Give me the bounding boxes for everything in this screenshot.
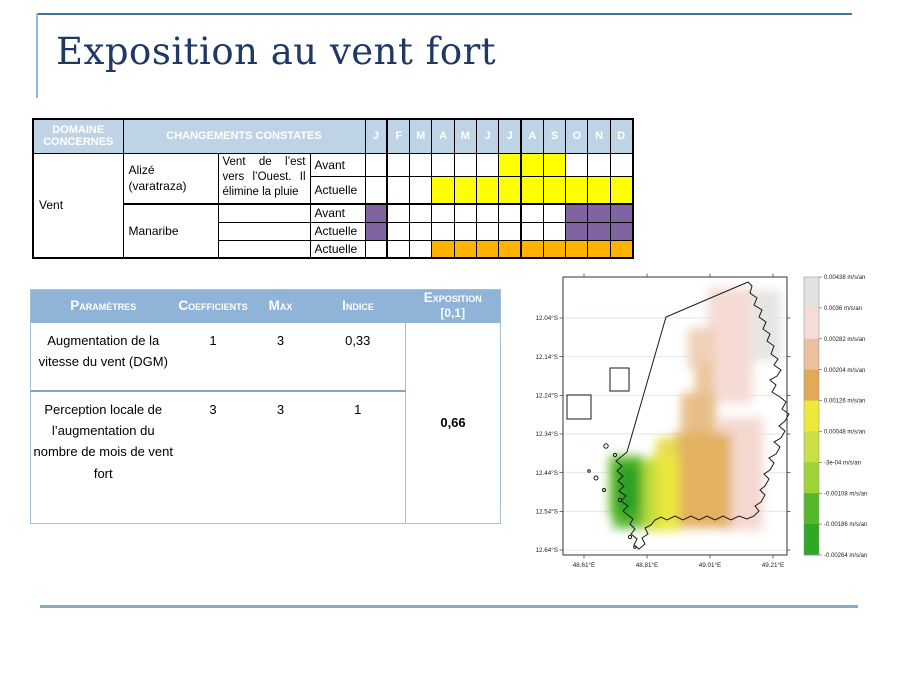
header-coefficients: Coefficients [176, 290, 251, 323]
cell-domaine: Vent [33, 153, 123, 258]
legend-segment [804, 277, 819, 308]
month-header-6: J [477, 119, 499, 153]
legend-label: 0.00048 m/s/an [824, 429, 866, 436]
cell-description: Vent de l’est vers l’Ouest. Il élimine la pluie [218, 153, 310, 204]
table-row [33, 204, 633, 222]
month-cell-active [588, 240, 610, 258]
month-header-9: S [543, 119, 565, 153]
legend-segment [804, 524, 819, 555]
header-domaine: DOMAINE CONCERNES [33, 119, 123, 153]
legend-label: -3e-04 m/s/an [824, 460, 862, 467]
legend-segment [804, 431, 819, 462]
cell-max: 3 [276, 401, 285, 417]
y-tick-label: 12.64°S [535, 547, 558, 555]
month-header-2: F [387, 119, 409, 153]
legend-label: -0.00108 m/s/an [824, 491, 868, 498]
month-cell-active [499, 176, 521, 204]
table-row [33, 153, 633, 176]
month-cell-active [588, 222, 610, 240]
header-indice: Indice [311, 290, 406, 323]
month-cell [454, 222, 476, 240]
cell-group-manaribe: Manaribe [123, 204, 218, 258]
map-svg [523, 268, 898, 573]
cell-coefficient: 1 [176, 323, 251, 391]
month-cell-active [610, 222, 632, 240]
legend-segment [804, 308, 819, 339]
islet [603, 489, 606, 492]
month-cell [410, 153, 432, 176]
cell-indice: 1 [354, 401, 362, 417]
cell-description-empty [218, 222, 310, 240]
month-cell-active [543, 153, 565, 176]
month-header-3: M [410, 119, 432, 153]
month-cell-active [454, 176, 476, 204]
legend-label: 0.00204 m/s/an [824, 367, 866, 374]
month-cell-active [499, 153, 521, 176]
month-cell [477, 153, 499, 176]
month-cell [477, 204, 499, 222]
legend-segment [804, 370, 819, 401]
parameters-header-row [31, 290, 501, 323]
month-cell-active [365, 222, 387, 240]
cell-period: Actuelle [310, 240, 365, 258]
legend-label: 0.0036 m/s/an [824, 305, 863, 312]
map-legend [804, 275, 867, 559]
month-cell [432, 222, 454, 240]
month-cell-active [588, 176, 610, 204]
legend-label: 0.00126 m/s/an [824, 398, 866, 405]
cell-parametre: Augmentation de la vitesse du vent (DGM) [31, 323, 176, 391]
month-cell-active [610, 240, 632, 258]
map-inset-box [610, 368, 629, 391]
month-header-1: J [365, 119, 387, 153]
month-cell-active [610, 204, 632, 222]
legend-segment [804, 462, 819, 493]
months-table-header-row [33, 119, 633, 153]
islet [634, 546, 637, 549]
month-cell-active [566, 204, 588, 222]
cell-exposition-value: 0,66 [406, 323, 501, 524]
header-exposition [406, 290, 501, 323]
cell-description-empty [218, 204, 310, 222]
cell-indice: 0,33 [311, 323, 406, 391]
cell-group-alize: Alizé (varatraza) [123, 153, 218, 204]
legend-segment [804, 339, 819, 370]
month-cell [387, 153, 409, 176]
month-cell [387, 240, 409, 258]
legend-label: 0.00282 m/s/an [824, 336, 866, 343]
month-cell [566, 153, 588, 176]
islet [594, 476, 598, 480]
y-tick-label: 12.24°S [535, 392, 558, 400]
month-cell-active [454, 240, 476, 258]
month-header-4: A [432, 119, 454, 153]
month-header-8: A [521, 119, 543, 153]
cell-period: Actuelle [310, 222, 365, 240]
month-cell [588, 153, 610, 176]
map-color-field [609, 288, 781, 531]
month-cell [543, 204, 565, 222]
month-cell [387, 204, 409, 222]
month-cell [387, 222, 409, 240]
y-tick-label: 12.54°S [535, 508, 558, 516]
month-cell-active [610, 176, 632, 204]
month-cell [432, 204, 454, 222]
legend-label: -0.00264 m/s/an [824, 553, 868, 560]
month-cell [499, 222, 521, 240]
month-cell [454, 153, 476, 176]
cell-max: 3 [251, 323, 311, 391]
month-cell [365, 240, 387, 258]
map-inset-box [567, 395, 591, 419]
month-cell [410, 222, 432, 240]
legend-label: -0.00186 m/s/an [824, 522, 868, 529]
header-exposition-label: Exposition [423, 290, 482, 306]
month-cell [365, 176, 387, 204]
month-cell [499, 204, 521, 222]
cell-period: Actuelle [310, 176, 365, 204]
month-cell-active [588, 204, 610, 222]
month-cell-active [543, 176, 565, 204]
month-cell [454, 204, 476, 222]
month-cell-active [566, 222, 588, 240]
cell-parametre: Perception locale de l’augmentation du nombre de mois de vent fort [33, 401, 173, 481]
month-header-11: N [588, 119, 610, 153]
cell-period: Avant [310, 153, 365, 176]
cell-period: Avant [310, 204, 365, 222]
title-left-rule [36, 13, 38, 98]
y-tick-label: 12.34°S [535, 431, 558, 439]
legend-label: 0.00438 m/s/an [824, 275, 866, 282]
month-cell [410, 204, 432, 222]
month-header-5: M [454, 119, 476, 153]
legend-segment [804, 493, 819, 524]
month-cell-active [499, 240, 521, 258]
header-exposition-range: [0,1] [440, 306, 466, 321]
islet [604, 444, 608, 448]
month-cell [521, 204, 543, 222]
cell-coefficient: 3 [209, 401, 217, 417]
y-tick-label: 12.14°S [535, 353, 558, 361]
islet [628, 535, 631, 538]
islet [588, 470, 591, 473]
wind-trend-map [523, 268, 898, 573]
x-tick-label: 48.61°E [572, 562, 596, 569]
slide-title: Exposition au vent fort [56, 30, 497, 73]
table-row [31, 323, 501, 391]
month-cell [410, 176, 432, 204]
month-cell-active [566, 176, 588, 204]
month-cell-active [566, 240, 588, 258]
month-cell-active [521, 153, 543, 176]
x-tick-label: 48.81°E [635, 562, 659, 569]
y-tick-label: 12.04°S [535, 315, 558, 323]
month-cell [477, 222, 499, 240]
month-cell-active [477, 176, 499, 204]
month-cell-active [521, 240, 543, 258]
header-changements: CHANGEMENTS CONSTATES [123, 119, 365, 153]
month-cell-active [521, 176, 543, 204]
month-header-12: D [610, 119, 632, 153]
month-cell-active [432, 176, 454, 204]
month-cell-active [477, 240, 499, 258]
month-cell-active [543, 240, 565, 258]
month-cell [387, 176, 409, 204]
month-cell [543, 222, 565, 240]
month-cell-active [432, 240, 454, 258]
months-table [32, 118, 634, 259]
bottom-rule [40, 605, 858, 608]
islet [613, 453, 616, 456]
month-cell [610, 153, 632, 176]
month-cell [432, 153, 454, 176]
cell-description-empty [218, 240, 310, 258]
month-cell-active [365, 204, 387, 222]
y-tick-label: 12.44°S [535, 469, 558, 477]
x-tick-label: 49.21°E [761, 562, 785, 569]
parameters-table [30, 289, 501, 524]
month-header-7: J [499, 119, 521, 153]
legend-segment [804, 401, 819, 432]
month-cell [521, 222, 543, 240]
x-tick-label: 49.01°E [698, 562, 722, 569]
header-parametres: Paramètres [31, 290, 176, 323]
top-rule [36, 13, 852, 15]
header-max: Max [251, 290, 311, 323]
month-header-10: O [566, 119, 588, 153]
month-cell [365, 153, 387, 176]
month-cell [410, 240, 432, 258]
